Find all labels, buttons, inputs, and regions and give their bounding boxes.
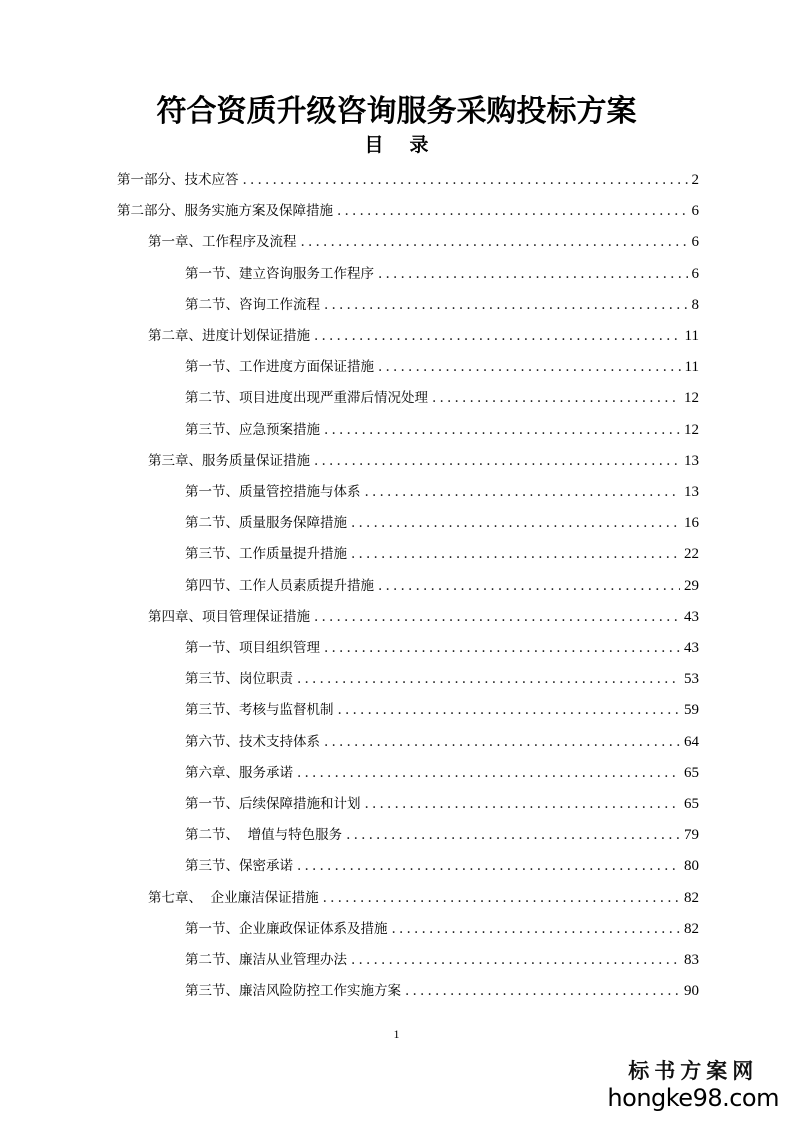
toc-entry-page: 90: [684, 983, 699, 1000]
toc-entry[interactable]: [185, 264, 699, 284]
toc-entry[interactable]: [185, 700, 699, 720]
toc-leader-dots: [324, 295, 688, 315]
toc-leader-dots: [405, 981, 680, 1001]
toc-entry-page: 12: [684, 390, 699, 407]
toc-entry[interactable]: [117, 201, 699, 221]
toc-entry-page: 13: [684, 484, 699, 500]
toc-leader-dots: [243, 170, 688, 190]
toc-entry-label: 第六节、技术支持体系: [185, 733, 320, 750]
toc-entry-page: 8: [691, 296, 699, 313]
toc-leader-dots: [351, 513, 680, 533]
toc-entry-page: 79: [684, 827, 699, 844]
toc-entry[interactable]: [185, 669, 699, 689]
toc-entry-page: 11: [684, 359, 699, 376]
toc-entry-label: 第二节、咨询工作流程: [185, 296, 320, 313]
toc-leader-dots: [432, 388, 680, 408]
watermark-url: hongke98.com: [607, 1084, 779, 1112]
toc-entry[interactable]: [185, 576, 699, 596]
toc-entry[interactable]: [185, 763, 699, 783]
toc-leader-dots: [301, 232, 688, 252]
toc-entry-label: 第二部分、服务实施方案及保障措施: [117, 203, 333, 220]
toc-leader-dots: [351, 950, 680, 970]
toc-entry-label: 第一节、工作进度方面保证措施: [185, 359, 374, 376]
toc-entry[interactable]: [185, 919, 699, 939]
toc-leader-dots: [392, 919, 681, 939]
toc-entry-label: 第七章、 企业廉洁保证措施: [148, 889, 319, 906]
toc-entry-page: 6: [691, 265, 699, 282]
toc-leader-dots: [314, 607, 680, 627]
toc-leader-dots: [297, 669, 680, 689]
toc-entry-label: 第一节、质量管控措施与体系: [185, 484, 361, 500]
toc-entry-page: 11: [684, 328, 699, 344]
toc-heading: [0, 133, 793, 157]
toc-entry-page: 64: [684, 733, 699, 750]
toc-entry[interactable]: [185, 981, 699, 1001]
toc-entry-label: 第三节、应急预案措施: [185, 421, 320, 438]
toc-leader-dots: [378, 264, 688, 284]
toc-heading-char-1: 目: [364, 134, 384, 156]
toc-entry-label: 第四节、工作人员素质提升措施: [185, 577, 374, 594]
toc-entry-page: 43: [684, 640, 699, 656]
toc-entry[interactable]: [148, 607, 699, 627]
toc-entry[interactable]: [185, 295, 699, 315]
toc-entry-page: 53: [684, 671, 699, 688]
document-title: 符合资质升级咨询服务采购投标方案: [156, 94, 637, 129]
toc-entry-label: 第二节、项目进度出现严重滞后情况处理: [185, 390, 428, 407]
toc-leader-dots: [365, 794, 681, 814]
toc-leader-dots: [297, 856, 680, 876]
toc-entry-page: 82: [684, 920, 699, 937]
toc-entry[interactable]: [117, 170, 699, 190]
toc-entry[interactable]: [185, 420, 699, 440]
toc-entry[interactable]: [185, 732, 699, 752]
toc-entry-page: 83: [684, 952, 699, 968]
toc-entry[interactable]: [185, 794, 699, 814]
toc-entry[interactable]: [148, 326, 699, 346]
toc-entry[interactable]: [185, 513, 699, 533]
toc-entry-label: 第一节、后续保障措施和计划: [185, 796, 361, 812]
toc-entry-label: 第二章、进度计划保证措施: [148, 328, 310, 344]
toc-entry-page: 65: [684, 796, 699, 812]
toc-leader-dots: [351, 544, 680, 564]
toc-leader-dots: [323, 888, 680, 908]
toc-entry-label: 第一节、企业廉政保证体系及措施: [185, 920, 388, 937]
toc-entry[interactable]: [148, 888, 699, 908]
toc-entry[interactable]: [185, 482, 699, 502]
toc-entry-label: 第二节、 增值与特色服务: [185, 827, 343, 844]
toc-entry-page: 82: [684, 889, 699, 906]
toc-entry-page: 59: [684, 702, 699, 719]
toc-leader-dots: [297, 763, 680, 783]
toc-entry-label: 第四章、项目管理保证措施: [148, 608, 310, 625]
toc-entry[interactable]: [185, 357, 699, 377]
toc-leader-dots: [365, 482, 681, 502]
toc-entry-page: 6: [691, 234, 699, 251]
toc-entry-page: 43: [684, 608, 699, 625]
toc-leader-dots: [337, 201, 688, 221]
toc-entry[interactable]: [185, 950, 699, 970]
toc-entry-label: 第一部分、技术应答: [117, 172, 239, 188]
toc-entry-page: 12: [684, 421, 699, 438]
toc-entry[interactable]: [148, 232, 699, 252]
toc-entry[interactable]: [148, 451, 699, 471]
toc-entry-label: 第三章、服务质量保证措施: [148, 452, 310, 469]
toc-leader-dots: [324, 638, 680, 658]
toc-entry[interactable]: [185, 856, 699, 876]
toc-entry-page: 22: [684, 546, 699, 563]
toc-entry[interactable]: [185, 544, 699, 564]
toc-entry-label: 第二节、质量服务保障措施: [185, 515, 347, 532]
toc-entry[interactable]: [185, 388, 699, 408]
toc-entry-page: 13: [684, 452, 699, 469]
toc-entry-page: 65: [684, 764, 699, 781]
toc-entry-label: 第三节、考核与监督机制: [185, 702, 334, 719]
toc-leader-dots: [378, 357, 681, 377]
toc-leader-dots: [324, 732, 680, 752]
toc-entry-label: 第三节、保密承诺: [185, 858, 293, 875]
toc-leader-dots: [338, 700, 681, 720]
page-number: 1: [393, 1027, 400, 1041]
toc-entry-page: 2: [691, 172, 699, 188]
toc-entry-label: 第二节、廉洁从业管理办法: [185, 952, 347, 968]
toc-entry-page: 29: [684, 577, 699, 594]
toc-leader-dots: [314, 326, 681, 346]
toc-entry-label: 第一节、项目组织管理: [185, 640, 320, 656]
toc-entry-label: 第三节、工作质量提升措施: [185, 546, 347, 563]
toc-entry-page: 16: [684, 515, 699, 532]
toc-leader-dots: [314, 451, 680, 471]
toc-entry-label: 第三节、廉洁风险防控工作实施方案: [185, 983, 401, 1000]
toc-leader-dots: [324, 420, 680, 440]
toc-entry-label: 第一节、建立咨询服务工作程序: [185, 265, 374, 282]
toc-entry-page: 6: [691, 203, 699, 220]
toc-entry[interactable]: [185, 825, 699, 845]
toc-entry-label: 第六章、服务承诺: [185, 764, 293, 781]
toc-entry-label: 第一章、工作程序及流程: [148, 234, 297, 251]
toc-entry-label: 第三节、岗位职责: [185, 671, 293, 688]
toc-leader-dots: [378, 576, 680, 596]
toc-entry-page: 80: [684, 858, 699, 875]
toc-leader-dots: [346, 825, 680, 845]
toc-heading-char-2: 录: [409, 134, 429, 156]
toc-entry[interactable]: [185, 638, 699, 658]
watermark-name: 标书方案网: [628, 1059, 759, 1083]
watermark: [607, 1058, 779, 1112]
